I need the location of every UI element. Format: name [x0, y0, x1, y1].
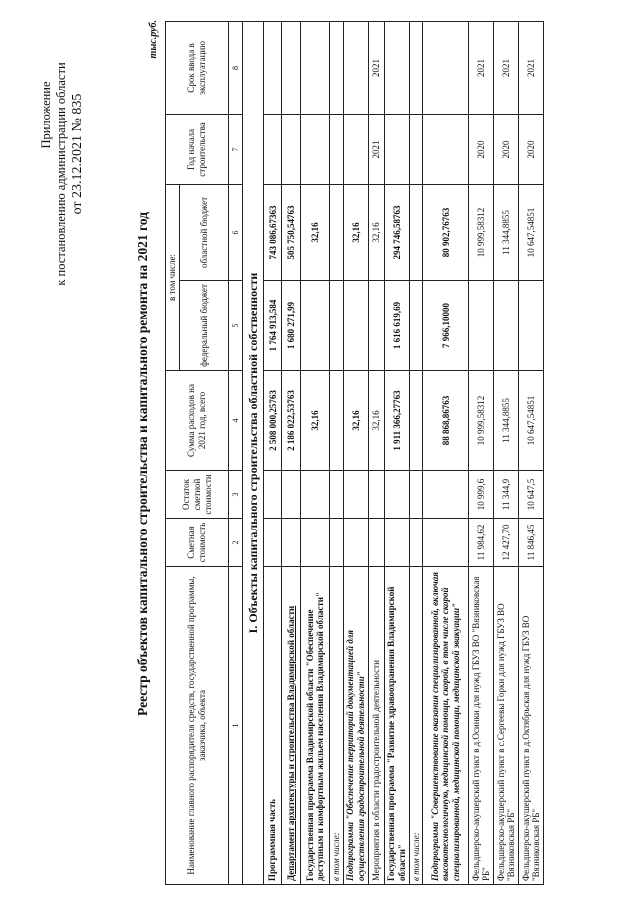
cell-total: 32,16	[343, 371, 368, 471]
table-row	[519, 21, 544, 884]
appendix-label: Приложение	[39, 81, 53, 149]
table-row	[384, 21, 409, 884]
cell-total: 11 344,8855	[494, 371, 519, 471]
cell-start: 2020	[519, 114, 544, 184]
cell-end	[343, 21, 368, 114]
cell-remaining	[409, 471, 423, 519]
cell-end	[423, 21, 469, 114]
table-row	[494, 21, 519, 884]
cell-start: 2021	[368, 114, 384, 184]
cell-remaining	[330, 471, 344, 519]
cell-remaining	[343, 471, 368, 519]
cell-name: Подпрограмма "Обеспечение территорий документацией для осуществления градостроительной деятельности"	[343, 567, 368, 885]
cell-regional: 10 999,58312	[469, 184, 494, 280]
cell-estimate	[301, 519, 330, 567]
cell-total	[330, 371, 344, 471]
cell-end	[264, 21, 282, 114]
decree-date-number: от 23.12.2021 № 835	[70, 93, 85, 215]
cell-federal	[301, 281, 330, 371]
cell-total: 2 508 000,25763	[264, 371, 282, 471]
column-index: 8	[229, 21, 243, 114]
decree-reference: к постановлению администрации области	[54, 62, 68, 286]
table-row	[301, 21, 330, 884]
cell-regional: 80 902,76763	[423, 184, 469, 280]
cell-start	[384, 114, 409, 184]
cell-regional: 294 746,58763	[384, 184, 409, 280]
cell-start: 2020	[494, 114, 519, 184]
cell-estimate	[423, 519, 469, 567]
col-header-total: Сумма расходов на 2021 год, всего	[166, 371, 229, 471]
cell-estimate: 12 427,70	[494, 519, 519, 567]
document-title: Реестр объектов капитального строительства и капитального ремонта на 2021 год	[135, 212, 150, 716]
cell-remaining	[384, 471, 409, 519]
cell-federal	[343, 281, 368, 371]
cell-federal: 1 616 619,69	[384, 281, 409, 371]
cell-estimate	[343, 519, 368, 567]
cell-regional: 11 344,8855	[494, 184, 519, 280]
cell-estimate: 11 984,62	[469, 519, 494, 567]
cell-name: Государственная программа "Развитие здравоохранения Владимирской области"	[384, 567, 409, 885]
table-row	[368, 21, 384, 884]
table-row	[343, 21, 368, 884]
cell-name: Фельдшерско-акушерский пункт в д.Осинки для нужд ГБУЗ ВО "Вязниковская РБ"	[469, 567, 494, 885]
col-header-start: Год начала строительства	[166, 114, 229, 184]
column-index: 3	[229, 471, 243, 519]
col-header-end: Срок ввода в эксплуатацию	[166, 21, 229, 114]
cell-regional: 32,16	[368, 184, 384, 280]
cell-total: 88 868,86763	[423, 371, 469, 471]
table-row	[469, 21, 494, 884]
cell-name: Фельдшерско-акушерский пункт в д.Октябрьская для нужд ГБУЗ ВО "Вязниковская РБ"	[519, 567, 544, 885]
col-header-regional: областной бюджет	[180, 184, 229, 280]
cell-end: 2021	[519, 21, 544, 114]
column-index: 4	[229, 371, 243, 471]
cell-estimate	[330, 519, 344, 567]
cell-name: Фельдшерско-акушерский пункт в с.Сергеевы Горки для нужд ГБУЗ ВО "Вязниковская РБ"	[494, 567, 519, 885]
cell-estimate	[368, 519, 384, 567]
cell-federal: 7 966,10000	[423, 281, 469, 371]
cell-regional: 32,16	[343, 184, 368, 280]
cell-end: 2021	[469, 21, 494, 114]
cell-regional	[330, 184, 344, 280]
cell-estimate	[409, 519, 423, 567]
column-index: 2	[229, 519, 243, 567]
cell-remaining: 11 344,9	[494, 471, 519, 519]
col-header-name: Наименование главного распорядителя средств, государственной программы, заказчика, объекта	[166, 567, 229, 885]
cell-start	[330, 114, 344, 184]
cell-name: Государственная программа Владимирской области "Обеспечение доступным и комфортным жильем населения Владимирской области"	[301, 567, 330, 885]
cell-name: Программная часть	[264, 567, 282, 885]
cell-remaining	[301, 471, 330, 519]
cell-end: 2021	[494, 21, 519, 114]
cell-total	[409, 371, 423, 471]
cell-federal	[469, 281, 494, 371]
col-header-federal: федеральный бюджет	[180, 281, 229, 371]
cell-federal	[409, 281, 423, 371]
cell-start	[282, 114, 301, 184]
cell-federal	[368, 281, 384, 371]
cell-name: Подпрограмма "Совершенствование оказания специализированной, включая высокотехнологичную, медицинской помощи, скорой, в том числе скорой специализированной, медицинской помощи, медицинской эвакуации"	[423, 567, 469, 885]
cell-remaining	[423, 471, 469, 519]
cell-total: 10 647,54851	[519, 371, 544, 471]
cell-total: 32,16	[301, 371, 330, 471]
cell-total: 1 911 366,27763	[384, 371, 409, 471]
cell-start	[423, 114, 469, 184]
cell-estimate	[282, 519, 301, 567]
cell-end	[282, 21, 301, 114]
column-index: 7	[229, 114, 243, 184]
cell-start	[301, 114, 330, 184]
cell-regional: 505 750,54763	[282, 184, 301, 280]
cell-start	[409, 114, 423, 184]
col-header-remaining: Остаток сметной стоимости	[166, 471, 229, 519]
cell-estimate	[384, 519, 409, 567]
cell-remaining	[282, 471, 301, 519]
col-header-including: в том числе:	[166, 184, 180, 370]
cell-name: в том числе:	[330, 567, 344, 885]
table-row	[423, 21, 469, 884]
cell-end: 2021	[368, 21, 384, 114]
cell-federal: 1 764 913,584	[264, 281, 282, 371]
cell-federal	[330, 281, 344, 371]
cell-start	[343, 114, 368, 184]
section-heading: I. Объекты капитального строительства областной собственности	[243, 21, 264, 884]
table-row	[330, 21, 344, 884]
cell-remaining: 10 647,5	[519, 471, 544, 519]
cell-regional: 10 647,54851	[519, 184, 544, 280]
col-header-estimate: Сметная стоимость	[166, 519, 229, 567]
table-row	[264, 21, 282, 884]
cell-remaining	[368, 471, 384, 519]
cell-federal	[519, 281, 544, 371]
cell-remaining	[264, 471, 282, 519]
cell-end	[301, 21, 330, 114]
units-label: тыс.руб.	[148, 20, 159, 59]
cell-start	[264, 114, 282, 184]
cell-estimate: 11 846,45	[519, 519, 544, 567]
cell-regional	[409, 184, 423, 280]
table-row	[282, 21, 301, 884]
cell-regional: 743 086,67363	[264, 184, 282, 280]
cell-name: Департамент архитектуры и строительства Владимирской области	[282, 567, 301, 885]
column-index-row	[229, 21, 243, 884]
cell-total: 32,16	[368, 371, 384, 471]
registry-table	[165, 21, 544, 885]
cell-end	[409, 21, 423, 114]
cell-name: в том числе:	[409, 567, 423, 885]
cell-regional: 32,16	[301, 184, 330, 280]
cell-total: 2 186 022,53763	[282, 371, 301, 471]
table-row	[409, 21, 423, 884]
cell-remaining: 10 999,6	[469, 471, 494, 519]
cell-total: 10 999,58312	[469, 371, 494, 471]
cell-end	[330, 21, 344, 114]
cell-end	[384, 21, 409, 114]
cell-federal	[494, 281, 519, 371]
column-index: 6	[229, 184, 243, 280]
column-index: 1	[229, 567, 243, 885]
cell-federal: 1 680 271,99	[282, 281, 301, 371]
cell-estimate	[264, 519, 282, 567]
cell-start: 2020	[469, 114, 494, 184]
column-index: 5	[229, 281, 243, 371]
cell-name: Мероприятия в области градостроительной деятельности	[368, 567, 384, 885]
